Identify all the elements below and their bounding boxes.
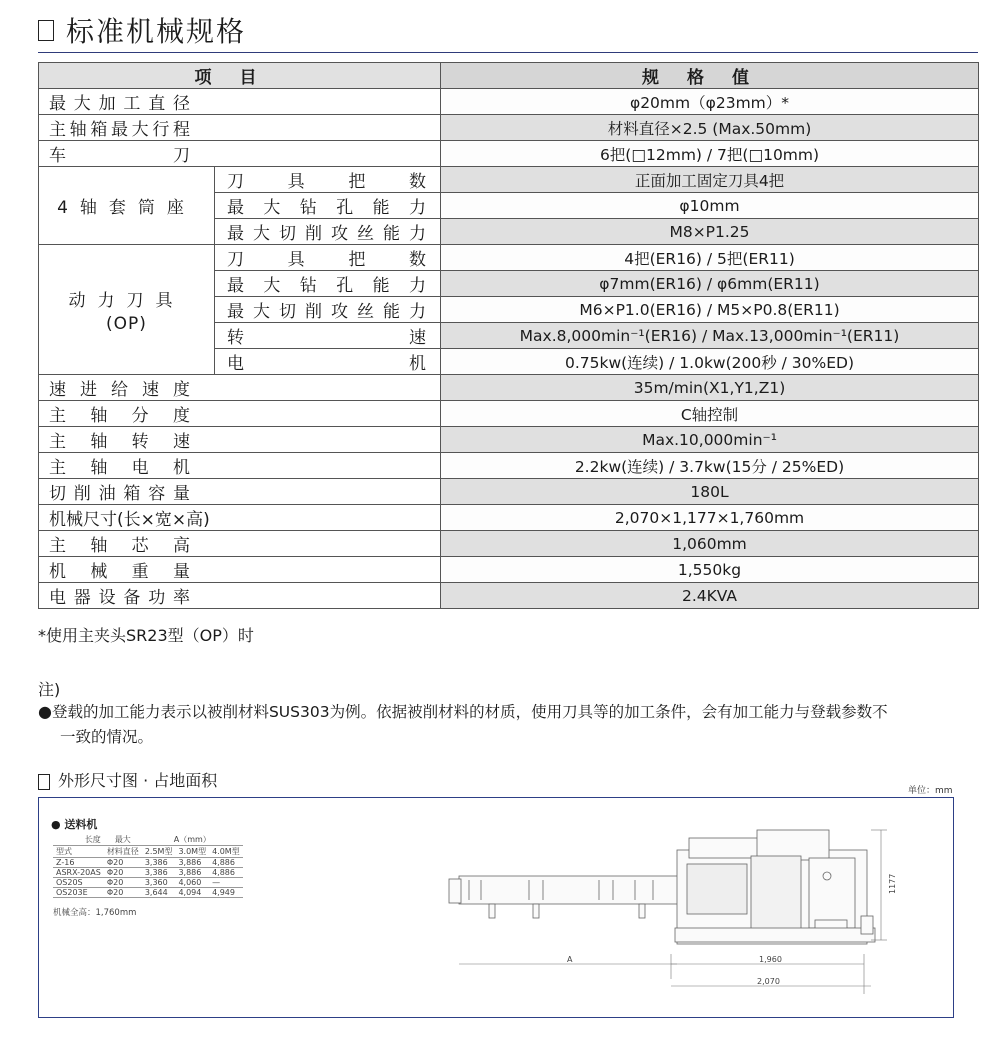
feeder-dimension-table [53,834,243,898]
spec-group-name: 4轴套筒座 [57,198,196,218]
spec-row [39,583,979,609]
machine-base [675,928,875,942]
dimension-label-1177: 1177 [888,873,897,894]
spec-label: 机械重量 [39,557,441,583]
spec-row [39,167,979,193]
spec-row [39,427,979,453]
dimension-drawing [38,797,954,1018]
title-rule [38,52,978,53]
spec-value: Max.8,000min⁻¹(ER16) / Max.13,000min⁻¹(ER11) [441,323,979,349]
spec-label: 主轴转速 [39,427,441,453]
dims-cell: 4,949 [209,888,243,898]
spec-row [39,115,979,141]
spec-label: 电器设备功率 [39,583,441,609]
machine-top-left [689,838,763,858]
bar-feeder-body [459,876,679,904]
spec-label: 主轴电机 [39,453,441,479]
machine-height-note: 机械全高：1,760mm [53,908,137,918]
spec-value: φ10mm [441,193,979,219]
dimension-label-2070: 2,070 [757,977,780,986]
machine-top-right [757,830,829,860]
machine-door [751,856,801,932]
dims-cell: OS203E [53,888,104,898]
header-value: 规格值 [441,63,979,89]
spec-sub-label: 电机 [215,349,441,375]
spec-sub-label: 最大切削攻丝能力 [215,219,441,245]
dims-header-a: A（mm） [142,834,243,846]
dims-cell: Φ20 [104,878,142,888]
spec-row [39,479,979,505]
notes-body [38,699,983,750]
footnote: *使用主夹头SR23型（OP）时 [38,626,254,645]
spec-value: M6×P1.0(ER16) / M5×P0.8(ER11) [441,297,979,323]
feeder-leg [533,904,539,918]
spec-sub-label: 最大钻孔能力 [215,271,441,297]
section-title [38,768,217,791]
spec-sub-label: 转速 [215,323,441,349]
spec-value: 材料直径×2.5 (Max.50mm) [441,115,979,141]
square-bullet-icon [38,774,50,790]
spec-label: 最大加工直径 [39,89,441,115]
bullet-icon: ● [38,702,52,721]
spec-label: 主轴分度 [39,401,441,427]
spec-group-label [39,167,215,245]
spec-header-row [39,63,979,89]
dims-header-length: 长度 [53,834,104,846]
spec-group-name: 动力刀具 [68,290,185,311]
spec-row [39,89,979,115]
dims-cell: 4,094 [175,888,209,898]
spec-row [39,557,979,583]
spec-value: Max.10,000min⁻¹ [441,427,979,453]
section-title-text: 外形尺寸图 · 占地面积 [58,771,218,790]
spec-value: 4把(ER16) / 5把(ER11) [441,245,979,271]
spec-value: 35m/min(X1,Y1,Z1) [441,375,979,401]
spec-value: 正面加工固定刀具4把 [441,167,979,193]
dims-header-model: 型式 [53,846,104,858]
spec-row [39,531,979,557]
dims-cell: 4,060 [175,878,209,888]
feeder-title: ● 送料机 [51,818,98,831]
spec-value: 1,550kg [441,557,979,583]
spec-value: 2.2kw(连续) / 3.7kw(15分 / 25%ED) [441,453,979,479]
spec-value: φ20mm（φ23mm）* [441,89,979,115]
spec-label: 主轴芯高 [39,531,441,557]
spec-group-label [39,245,215,375]
spec-label: 车刀 [39,141,441,167]
dims-cell: OS20S [53,878,104,888]
dims-row [53,888,243,898]
square-bullet-icon [38,20,54,41]
bar-feeder-end [449,879,461,903]
dims-cell: Z-16 [53,858,104,868]
spec-value: 6把(□12mm) / 7把(□10mm) [441,141,979,167]
machine-side-unit [861,916,873,934]
spec-table [38,62,979,609]
dims-cell: 3,644 [142,888,176,898]
dims-header-row-2 [53,846,243,858]
dims-cell: Φ20 [104,868,142,878]
spec-label: 主轴箱最大行程 [39,115,441,141]
dims-header-col: 3.0M型 [175,846,209,858]
dims-row [53,858,243,868]
spec-label: 机械尺寸(长×宽×高) [39,505,441,531]
dims-header-maxdia-1: 最大 [104,834,142,846]
dims-header-col: 2.5M型 [142,846,176,858]
page-title-text: 标准机械规格 [66,15,247,48]
spec-value: C轴控制 [441,401,979,427]
spec-row [39,375,979,401]
dims-cell: 3,886 [175,868,209,878]
machine-panel [687,864,747,914]
spec-sub-label: 最大钻孔能力 [215,193,441,219]
dims-header-col: 4.0M型 [209,846,243,858]
spec-sub-label: 刀具把数 [215,167,441,193]
spec-row [39,401,979,427]
dims-header-row-1 [53,834,243,846]
dims-row [53,868,243,878]
dims-header-maxdia-2: 材料直径 [104,846,142,858]
spec-value: 1,060mm [441,531,979,557]
dims-cell: 3,886 [175,858,209,868]
dims-cell: 3,386 [142,868,176,878]
spec-value: φ7mm(ER16) / φ6mm(ER11) [441,271,979,297]
spec-sub-label: 刀具把数 [215,245,441,271]
header-item: 项目 [39,63,441,89]
spec-group-note: (OP) [106,313,147,334]
notes-heading: 注) [38,680,61,699]
unit-label: 单位：mm [908,786,953,796]
spec-label: 速进给速度 [39,375,441,401]
dimension-label-1960: 1,960 [759,955,782,964]
feeder-leg [639,904,645,918]
feeder-leg [489,904,495,918]
dims-cell: 3,386 [142,858,176,868]
note-line-2: 一致的情况。 [60,728,154,746]
page-title [38,10,246,50]
dims-row [53,878,243,888]
dims-cell: 3,360 [142,878,176,888]
dims-cell: Φ20 [104,888,142,898]
spec-label: 切削油箱容量 [39,479,441,505]
spec-value: 2,070×1,177×1,760mm [441,505,979,531]
spec-value: 180L [441,479,979,505]
dims-cell: — [209,878,243,888]
spec-row [39,505,979,531]
spec-row [39,245,979,271]
spec-value: 2.4KVA [441,583,979,609]
dims-cell: ASRX-20AS [53,868,104,878]
dims-cell: 4,886 [209,868,243,878]
spec-value: 0.75kw(连续) / 1.0kw(200秒 / 30%ED) [441,349,979,375]
dims-cell: Φ20 [104,858,142,868]
spec-sub-label: 最大切削攻丝能力 [215,297,441,323]
spec-row [39,453,979,479]
note-line-1: 登载的加工能力表示以被削材料SUS303为例。依据被削材料的材质，使用刀具等的加工条件，会有加工能力与登载参数不 [51,703,888,721]
machine-outline-drawing [409,824,949,1014]
spec-value: M8×P1.25 [441,219,979,245]
machine-side-panel [809,858,855,928]
dimension-label-a: A [567,955,573,964]
spec-row [39,141,979,167]
dims-cell: 4,886 [209,858,243,868]
